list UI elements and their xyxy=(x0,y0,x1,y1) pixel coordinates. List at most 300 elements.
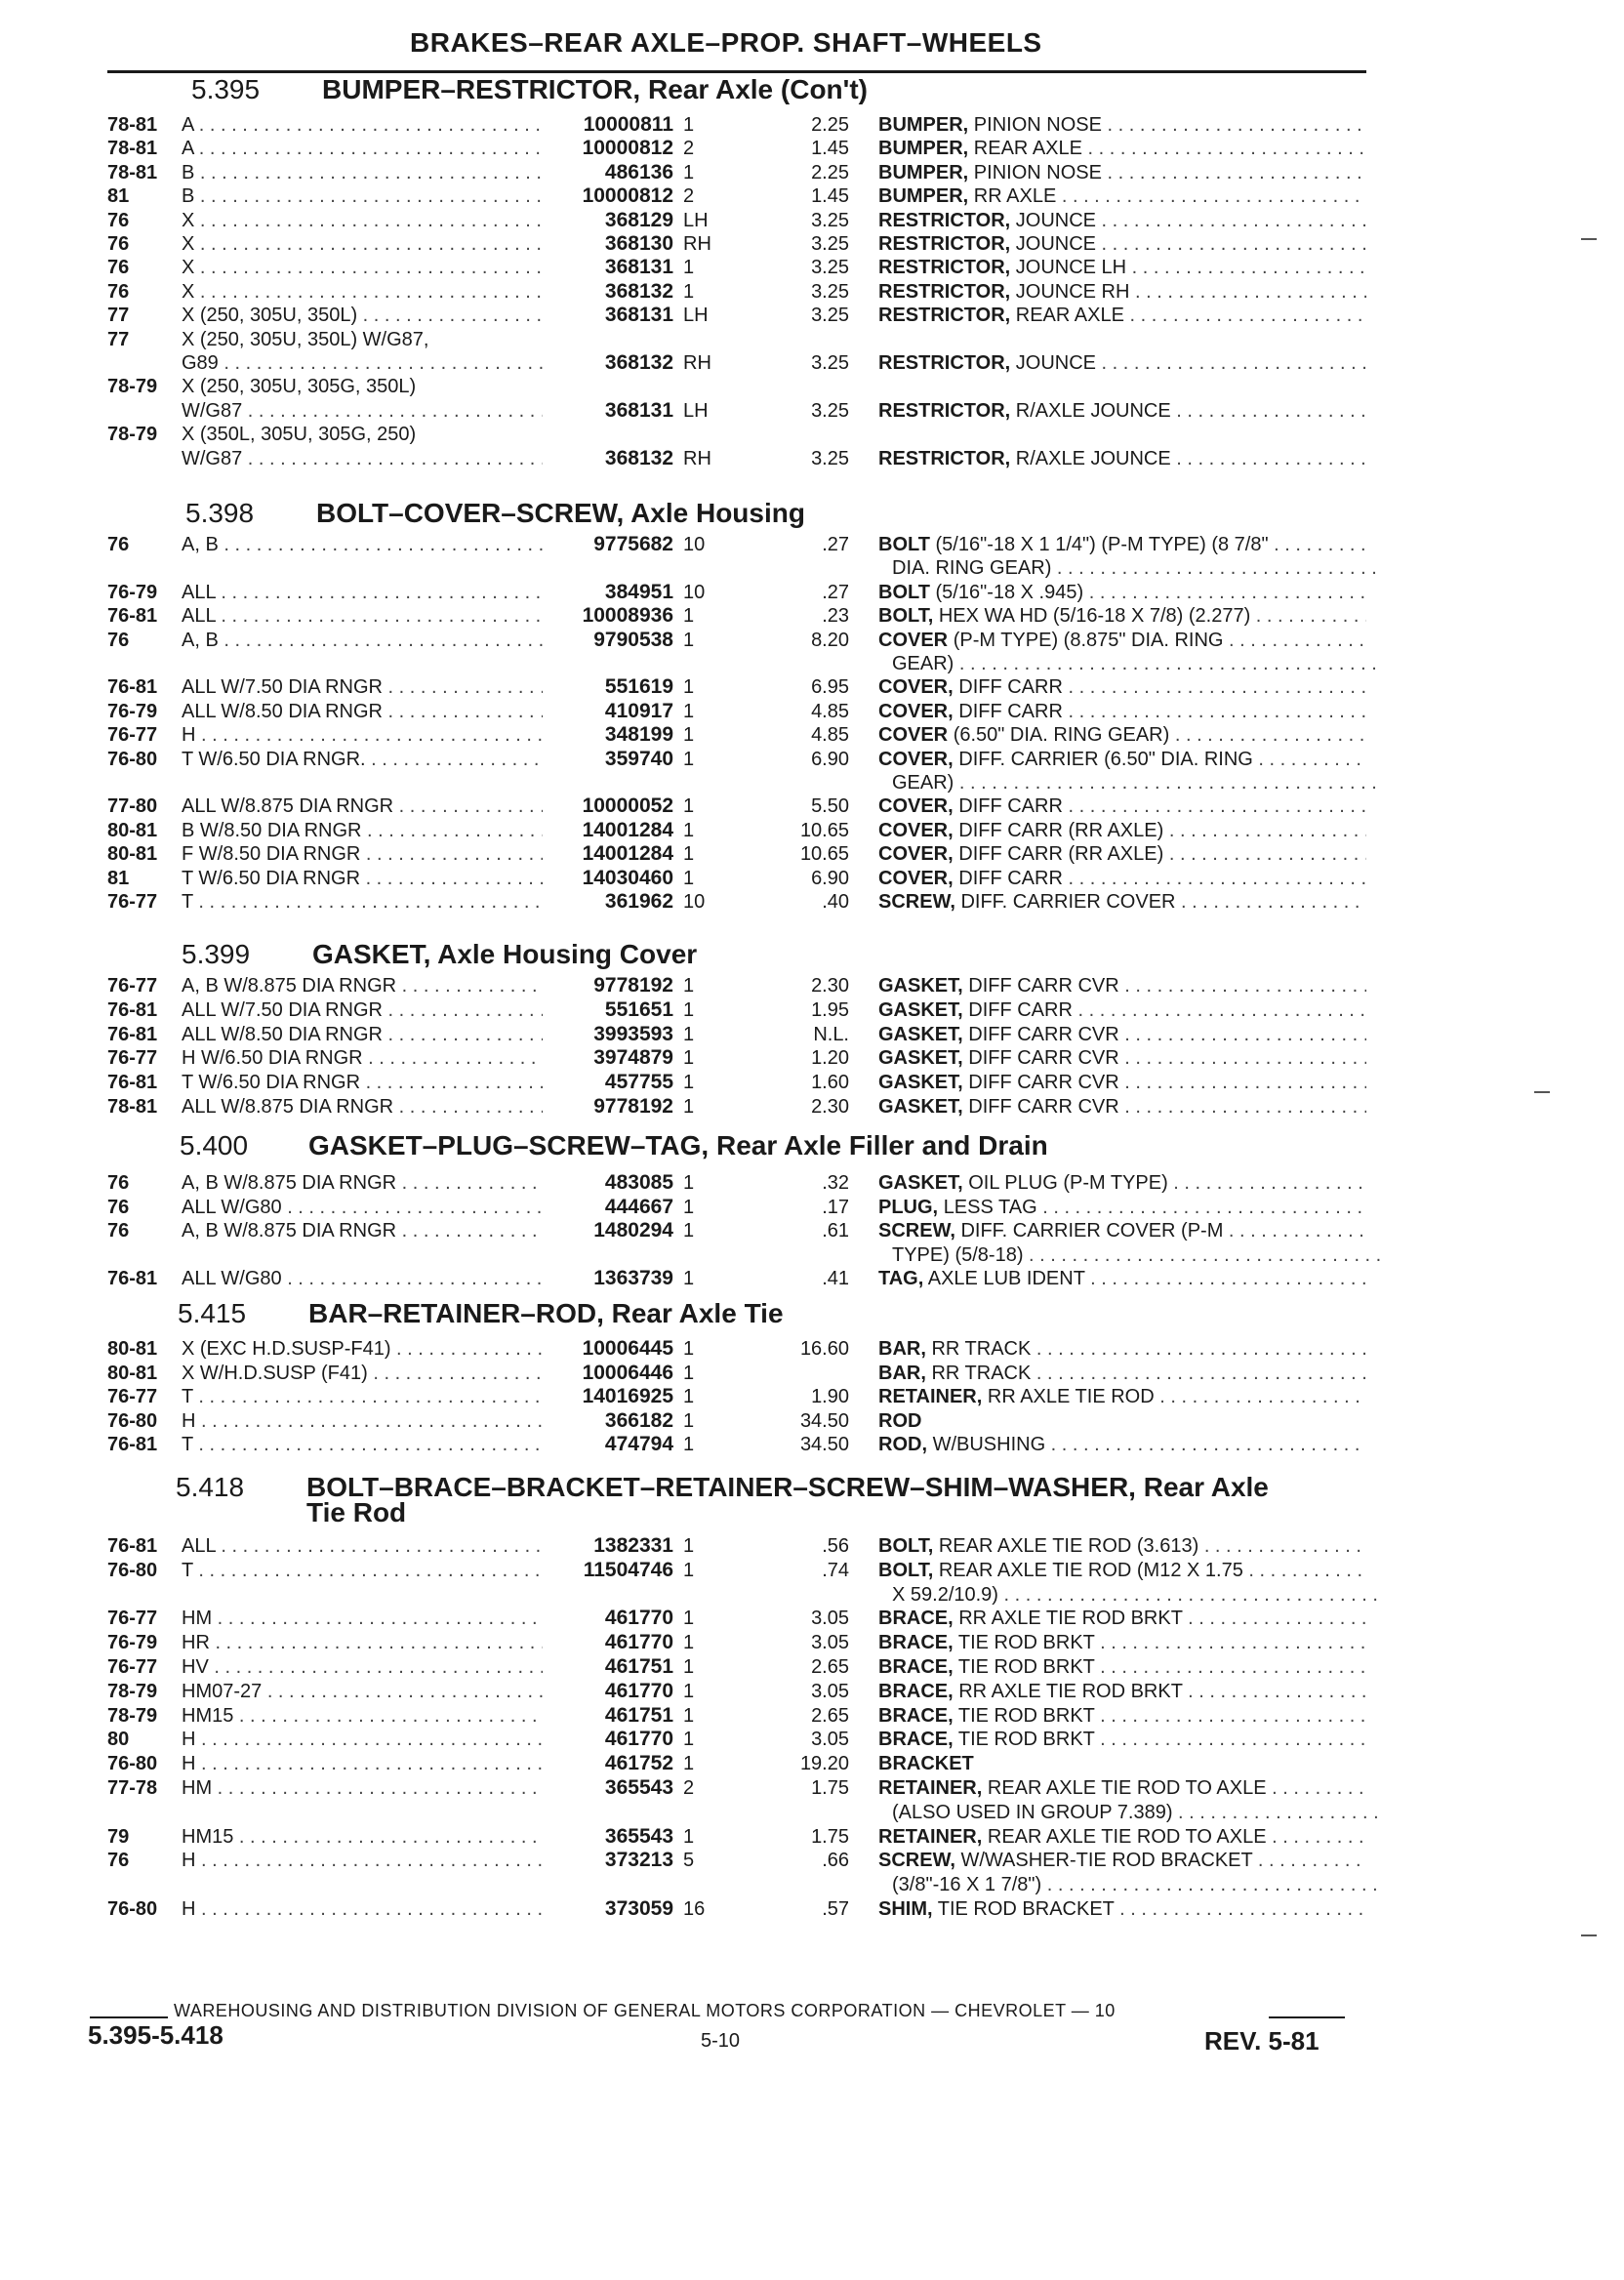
description xyxy=(878,1095,1366,1119)
parts-row xyxy=(0,1801,1624,1824)
model-years: 76-81 xyxy=(107,1072,158,1094)
description-text: REAR AXLE TIE ROD TO AXLE xyxy=(987,1825,1267,1848)
part-number: 10000812 xyxy=(582,137,673,160)
parts-row xyxy=(0,447,1624,470)
application: T . . . xyxy=(182,1385,543,1408)
model-years: 76-81 xyxy=(107,605,158,628)
description xyxy=(878,1023,1366,1046)
model-years: 81 xyxy=(107,867,130,889)
price: 1.45 xyxy=(811,138,849,160)
description xyxy=(878,1583,1380,1607)
part-number: 461770 xyxy=(604,1728,673,1751)
description-head: RESTRICTOR, xyxy=(878,233,1011,255)
quantity: 1 xyxy=(683,975,695,997)
price: 2.30 xyxy=(811,975,849,997)
parts-row xyxy=(0,399,1624,423)
parts-row xyxy=(0,1776,1624,1800)
description-text: DIFF CARR xyxy=(958,700,1063,722)
parts-row xyxy=(0,998,1624,1022)
footer-revision: REV. 5-81 xyxy=(1204,2026,1320,2056)
part-number: 368131 xyxy=(604,256,673,279)
price: .27 xyxy=(822,581,849,603)
part-number: 461770 xyxy=(604,1631,673,1654)
section-number: 5.415 xyxy=(178,1298,247,1328)
parts-row xyxy=(0,1046,1624,1070)
description-head: COVER xyxy=(878,629,949,651)
description-text: DIFF. CARRIER COVER (P-M xyxy=(960,1220,1224,1242)
application: ALL . . . xyxy=(182,581,543,604)
description-text: DIFF CARR xyxy=(958,676,1063,699)
section-title-sub: Axle Housing xyxy=(630,498,805,528)
price: 2.25 xyxy=(811,114,849,136)
application: ALL W/G80 . . . xyxy=(182,1267,543,1290)
parts-row xyxy=(0,1267,1624,1290)
application: HM07-27 . . . xyxy=(182,1680,543,1703)
description-head: BOLT, xyxy=(878,1559,934,1581)
section-title xyxy=(306,1472,1269,1503)
description xyxy=(878,161,1366,184)
description xyxy=(878,700,1366,723)
application: W/G87 . . . xyxy=(182,447,543,470)
part-number: 14001284 xyxy=(582,818,673,841)
model-years: 81 xyxy=(107,185,130,208)
price: 2.65 xyxy=(811,1656,849,1678)
parts-row xyxy=(0,1385,1624,1408)
section-title-main: BUMPER–RESTRICTOR, xyxy=(322,74,641,104)
description-text: (ALSO USED IN GROUP 7.389) xyxy=(892,1801,1173,1823)
description xyxy=(878,1219,1366,1242)
model-years: 76-80 xyxy=(107,1753,158,1775)
application: X W/H.D.SUSP (F41) . . . xyxy=(182,1362,543,1385)
application: X (250, 305U, 305G, 350L) xyxy=(182,376,417,398)
parts-row xyxy=(0,604,1624,628)
part-number: 9775682 xyxy=(593,533,673,555)
description xyxy=(878,1409,1366,1433)
model-years: 76 xyxy=(107,257,130,279)
section-title-continued: (Con't) xyxy=(780,74,868,104)
description xyxy=(878,1267,1366,1290)
section-title xyxy=(316,498,805,529)
margin-mark xyxy=(1581,238,1597,240)
page-title: BRAKES–REAR AXLE–PROP. SHAFT–WHEELS xyxy=(410,27,1042,58)
price: 1.75 xyxy=(811,1777,849,1799)
description xyxy=(878,137,1366,160)
description-head: GASKET, xyxy=(878,1096,963,1118)
section-title-main: BOLT–COVER–SCREW, xyxy=(316,498,625,528)
part-number: 365543 xyxy=(604,1824,673,1848)
application: ALL W/G80 . . . xyxy=(182,1196,543,1219)
description-text: R/AXLE JOUNCE xyxy=(1015,447,1171,469)
description xyxy=(878,771,1380,794)
parts-row xyxy=(0,161,1624,184)
parts-row xyxy=(0,1704,1624,1728)
application: F W/8.50 DIA RNGR . . . xyxy=(182,842,543,866)
description xyxy=(878,652,1380,675)
application: A, B W/8.875 DIA RNGR . . . xyxy=(182,974,543,998)
parts-row xyxy=(0,556,1624,580)
part-number: 348199 xyxy=(604,723,673,747)
model-years: 78-81 xyxy=(107,1096,158,1118)
part-number: 3993593 xyxy=(593,1022,673,1045)
model-years: 76-81 xyxy=(107,1268,158,1290)
parts-row xyxy=(0,700,1624,723)
description-text: TYPE) (5/8-18) xyxy=(892,1243,1024,1266)
description-text: REAR AXLE TIE ROD TO AXLE xyxy=(987,1777,1267,1799)
model-years: 76-77 xyxy=(107,1047,158,1070)
application: A, B . . . xyxy=(182,533,543,556)
quantity: 1 xyxy=(683,1338,695,1360)
application: X . . . xyxy=(182,256,543,279)
parts-row xyxy=(0,1728,1624,1751)
part-number: 474794 xyxy=(604,1433,673,1456)
application: ALL W/8.50 DIA RNGR . . . xyxy=(182,700,543,723)
part-number: 461752 xyxy=(604,1752,673,1775)
description xyxy=(878,209,1366,232)
parts-row xyxy=(0,794,1624,818)
model-years: 80-81 xyxy=(107,819,158,841)
part-number: 368132 xyxy=(604,351,673,374)
part-number: 9778192 xyxy=(593,1095,673,1118)
part-number: 486136 xyxy=(604,160,673,183)
quantity: 2 xyxy=(683,138,695,160)
description xyxy=(878,1680,1366,1703)
description-head: GASKET, xyxy=(878,975,963,997)
parts-row xyxy=(0,1655,1624,1679)
description xyxy=(878,998,1366,1022)
description xyxy=(878,184,1366,208)
model-years: 76-80 xyxy=(107,1409,158,1432)
price: 1.45 xyxy=(811,185,849,208)
price: 1.60 xyxy=(811,1072,849,1094)
model-years: 78-81 xyxy=(107,161,158,183)
description xyxy=(878,113,1366,137)
application: ALL W/8.875 DIA RNGR . . . xyxy=(182,1095,543,1119)
description-head: RESTRICTOR, xyxy=(878,399,1011,422)
description xyxy=(878,629,1366,652)
parts-row xyxy=(0,375,1624,398)
description-head: GASKET, xyxy=(878,998,963,1021)
parts-row xyxy=(0,652,1624,675)
description-text: (5/16"-18 X 1 1/4") (P-M TYPE) (8 7/8" xyxy=(935,534,1269,555)
description-head: RETAINER, xyxy=(878,1386,983,1408)
quantity: 1 xyxy=(683,843,695,866)
price: 2.30 xyxy=(811,1096,849,1118)
part-number: 1382331 xyxy=(593,1534,673,1557)
section-number: 5.399 xyxy=(182,939,251,969)
description-text: W/BUSHING xyxy=(932,1434,1046,1456)
model-years: 76-80 xyxy=(107,748,158,770)
description-head: PLUG, xyxy=(878,1196,939,1218)
price: 4.85 xyxy=(811,700,849,722)
model-years: 76-81 xyxy=(107,998,158,1021)
model-years: 76 xyxy=(107,1220,130,1242)
application: X (250, 305U, 350L) W/G87, xyxy=(182,328,429,350)
quantity: 1 xyxy=(683,629,695,651)
application: HM . . . xyxy=(182,1607,543,1630)
description-head: BRACE, xyxy=(878,1680,954,1702)
parts-row xyxy=(0,1897,1624,1921)
parts-row xyxy=(0,1433,1624,1456)
parts-row xyxy=(0,890,1624,914)
description-text: RR AXLE xyxy=(973,185,1057,208)
part-number: 14030460 xyxy=(582,866,673,889)
model-years: 77-78 xyxy=(107,1777,158,1799)
description-text: GEAR) xyxy=(892,653,954,674)
quantity: 1 xyxy=(683,1825,695,1848)
part-number: 384951 xyxy=(604,580,673,603)
description-text: JOUNCE RH xyxy=(1015,280,1130,303)
description-text: DIFF CARR xyxy=(968,998,1073,1021)
part-number: 461751 xyxy=(604,1703,673,1727)
description-text: TIE ROD BRACKET xyxy=(937,1898,1115,1920)
part-number: 551651 xyxy=(604,998,673,1021)
quantity: 1 xyxy=(683,1268,695,1290)
application: HM15 . . . xyxy=(182,1704,543,1728)
quantity: 1 xyxy=(683,1535,695,1557)
model-years: 78-79 xyxy=(107,1680,158,1702)
description-head: BOLT, xyxy=(878,605,934,628)
model-years: 76 xyxy=(107,209,130,231)
part-number: 9790538 xyxy=(593,628,673,651)
price: 1.90 xyxy=(811,1386,849,1408)
quantity: 1 xyxy=(683,1047,695,1070)
application: T . . . xyxy=(182,890,543,914)
price: 3.05 xyxy=(811,1608,849,1630)
description-head: ROD xyxy=(878,1409,922,1432)
parts-row xyxy=(0,1583,1624,1607)
description-head: BRACE, xyxy=(878,1608,954,1630)
description xyxy=(878,1171,1366,1195)
model-years: 77-80 xyxy=(107,795,158,818)
description xyxy=(878,867,1366,890)
description-head: RESTRICTOR, xyxy=(878,280,1011,303)
part-number: 3974879 xyxy=(593,1046,673,1070)
price: 5.50 xyxy=(811,795,849,818)
parts-row xyxy=(0,771,1624,794)
model-years: 78-81 xyxy=(107,114,158,136)
application: HM15 . . . xyxy=(182,1825,543,1849)
quantity: 1 xyxy=(683,1729,695,1751)
description-head: BRACE, xyxy=(878,1632,954,1654)
description-text: RR AXLE TIE ROD xyxy=(987,1386,1155,1408)
description-text: DIFF CARR xyxy=(958,867,1063,889)
price: 2.25 xyxy=(811,161,849,183)
description-text: DIFF CARR CVR xyxy=(968,1047,1119,1070)
description-text: LESS TAG xyxy=(943,1196,1037,1218)
price: 3.25 xyxy=(811,305,849,327)
part-number: 368131 xyxy=(604,398,673,422)
price: .23 xyxy=(822,605,849,628)
part-number: 444667 xyxy=(604,1195,673,1218)
part-number: 368130 xyxy=(604,232,673,255)
price: .61 xyxy=(822,1220,849,1242)
parts-row xyxy=(0,423,1624,446)
description xyxy=(878,1046,1366,1070)
application: H . . . xyxy=(182,1728,543,1751)
description-text: RR TRACK xyxy=(931,1362,1032,1384)
price: 3.25 xyxy=(811,257,849,279)
description-head: BAR, xyxy=(878,1338,926,1360)
description-head: BOLT, xyxy=(878,1535,934,1557)
description xyxy=(878,351,1366,375)
application: H . . . xyxy=(182,1849,543,1872)
application: H W/6.50 DIA RNGR . . . xyxy=(182,1046,543,1070)
parts-row xyxy=(0,256,1624,279)
model-years: 79 xyxy=(107,1825,130,1848)
price: 6.90 xyxy=(811,748,849,770)
description xyxy=(878,556,1380,580)
parts-row xyxy=(0,1631,1624,1654)
section-title-sub: Rear Axle Filler and Drain xyxy=(715,1130,1048,1160)
model-years: 76 xyxy=(107,1850,130,1872)
application: B W/8.50 DIA RNGR . . . xyxy=(182,819,543,842)
model-years: 76-79 xyxy=(107,1632,158,1654)
price: .56 xyxy=(822,1535,849,1557)
quantity: 1 xyxy=(683,1362,695,1384)
application: T W/6.50 DIA RNGR. . . . xyxy=(182,748,543,771)
quantity: 1 xyxy=(683,795,695,818)
quantity: 1 xyxy=(683,724,695,747)
description-head: BOLT xyxy=(878,534,930,555)
quantity: 1 xyxy=(683,867,695,889)
price: 3.25 xyxy=(811,280,849,303)
quantity: 1 xyxy=(683,819,695,841)
parts-row xyxy=(0,748,1624,771)
part-number: 10000052 xyxy=(582,794,673,818)
parts-row xyxy=(0,1409,1624,1433)
quantity: 1 xyxy=(683,748,695,770)
description-head: BUMPER, xyxy=(878,114,969,136)
part-number: 373059 xyxy=(604,1897,673,1920)
quantity: RH xyxy=(683,352,711,374)
quantity: 1 xyxy=(683,1023,695,1045)
quantity: 1 xyxy=(683,1704,695,1727)
description xyxy=(878,1243,1380,1267)
parts-row xyxy=(0,304,1624,327)
model-years: 76-81 xyxy=(107,676,158,699)
model-years: 76 xyxy=(107,629,130,651)
description-head: RESTRICTOR, xyxy=(878,257,1011,279)
description-text: (5/16"-18 X .945) xyxy=(935,581,1084,603)
part-number: 366182 xyxy=(604,1408,673,1432)
part-number: 11504746 xyxy=(583,1558,673,1581)
description xyxy=(878,533,1366,556)
parts-row xyxy=(0,1095,1624,1119)
description-text: X 59.2/10.9) xyxy=(892,1583,998,1606)
price: 3.25 xyxy=(811,447,849,469)
description-head: BUMPER, xyxy=(878,138,969,160)
application: ALL W/7.50 DIA RNGR . . . xyxy=(182,675,543,699)
parts-row xyxy=(0,1825,1624,1849)
parts-row xyxy=(0,842,1624,866)
application: B . . . xyxy=(182,184,543,208)
description-head: BOLT xyxy=(878,581,930,603)
description-text: (P-M TYPE) (8.875" DIA. RING xyxy=(953,629,1224,651)
description xyxy=(878,1801,1380,1824)
application: A, B W/8.875 DIA RNGR . . . xyxy=(182,1219,543,1242)
description-head: GASKET, xyxy=(878,1072,963,1094)
price: 3.25 xyxy=(811,352,849,374)
price: .66 xyxy=(822,1850,849,1872)
part-number: 461770 xyxy=(604,1679,673,1702)
application: A, B W/8.875 DIA RNGR . . . xyxy=(182,1171,543,1195)
description-text: TIE ROD BRKT xyxy=(957,1632,1095,1654)
description-head: COVER xyxy=(878,724,949,747)
part-number: 359740 xyxy=(604,747,673,770)
quantity: 1 xyxy=(683,1753,695,1775)
description-head: SHIM, xyxy=(878,1898,933,1920)
part-number: 10000811 xyxy=(583,113,673,136)
application: A . . . xyxy=(182,137,543,160)
description xyxy=(878,1433,1366,1456)
quantity: 1 xyxy=(683,1220,695,1242)
description xyxy=(878,1776,1366,1800)
quantity: 1 xyxy=(683,1409,695,1432)
part-number: 483085 xyxy=(604,1171,673,1194)
model-years: 80-81 xyxy=(107,1338,158,1360)
part-number: 10006446 xyxy=(582,1361,673,1384)
description-head: ROD, xyxy=(878,1434,927,1456)
application: B . . . xyxy=(182,161,543,184)
description-text: DIFF CARR CVR xyxy=(968,1023,1119,1045)
part-number: 1480294 xyxy=(593,1219,673,1242)
application: A, B . . . xyxy=(182,629,543,652)
model-years: 76 xyxy=(107,1196,130,1218)
price: N.L. xyxy=(813,1023,849,1045)
footer-rule-left xyxy=(90,2016,168,2018)
price: 1.95 xyxy=(811,998,849,1021)
model-years: 77 xyxy=(107,328,130,350)
parts-row xyxy=(0,1680,1624,1703)
parts-row xyxy=(0,1873,1624,1896)
description-head: BUMPER, xyxy=(878,185,969,208)
description-text: W/WASHER-TIE ROD BRACKET xyxy=(960,1850,1253,1872)
model-years: 76-77 xyxy=(107,1386,158,1408)
description xyxy=(878,1337,1366,1361)
footer-division: WAREHOUSING AND DISTRIBUTION DIVISION OF GENERAL MOTORS CORPORATION — CHEVROLET — 10 xyxy=(174,2001,1116,2020)
model-years: 78-79 xyxy=(107,376,158,398)
parts-row xyxy=(0,137,1624,160)
description xyxy=(878,1752,1366,1775)
price: 4.85 xyxy=(811,724,849,747)
parts-row xyxy=(0,232,1624,256)
price: .41 xyxy=(822,1268,849,1290)
section-title-main: GASKET–PLUG–SCREW–TAG, xyxy=(308,1130,710,1160)
description-head: BRACE, xyxy=(878,1729,954,1751)
parts-row xyxy=(0,1023,1624,1046)
description-text: DIFF CARR xyxy=(958,795,1063,818)
description xyxy=(878,399,1366,423)
description-text: JOUNCE LH xyxy=(1015,257,1127,279)
part-number: 461770 xyxy=(604,1607,673,1630)
description-head: RESTRICTOR, xyxy=(878,352,1011,374)
description-text: REAR AXLE TIE ROD (3.613) xyxy=(938,1535,1199,1557)
part-number: 368132 xyxy=(604,446,673,469)
quantity: LH xyxy=(683,399,709,422)
parts-row xyxy=(0,1071,1624,1094)
description xyxy=(878,974,1366,998)
quantity: LH xyxy=(683,209,709,231)
description xyxy=(878,1897,1366,1921)
description-text: R/AXLE JOUNCE xyxy=(1015,399,1171,422)
description-head: GASKET, xyxy=(878,1172,963,1194)
description-text: (6.50" DIA. RING GEAR) xyxy=(953,724,1170,747)
price: 34.50 xyxy=(799,1434,849,1456)
application: ALL . . . xyxy=(182,1534,543,1558)
parts-row xyxy=(0,1559,1624,1582)
price: .27 xyxy=(822,534,849,555)
part-number: 14016925 xyxy=(582,1385,673,1408)
